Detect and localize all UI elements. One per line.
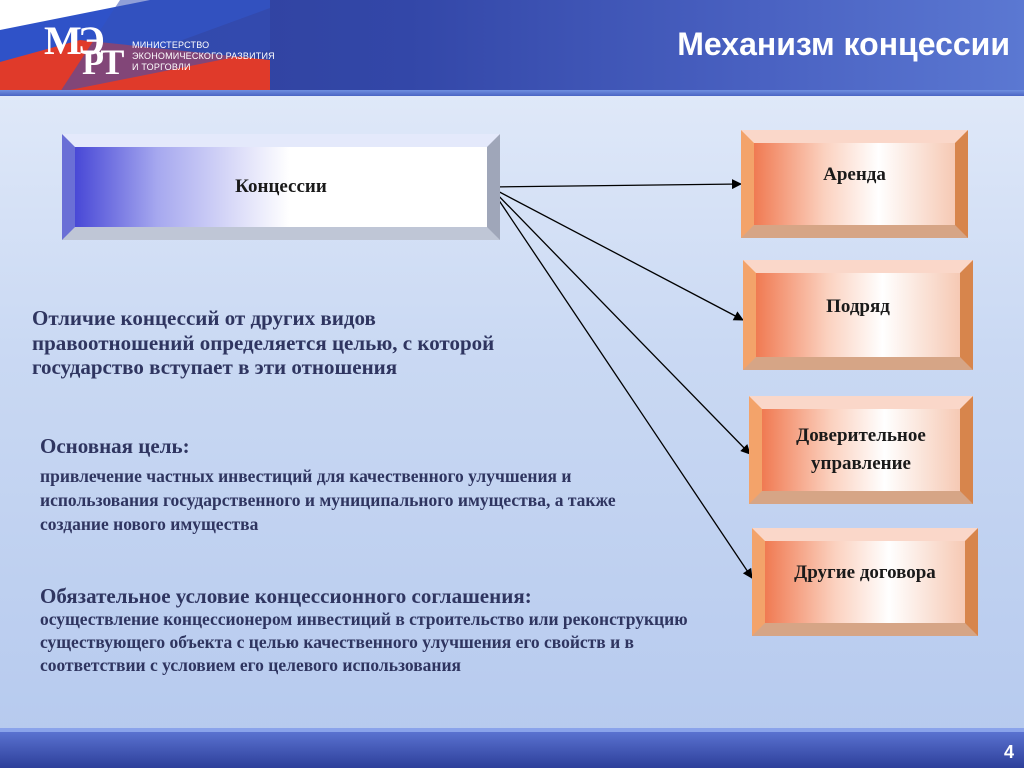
page-title: Механизм концессии bbox=[677, 26, 1010, 62]
svg-text:РТ: РТ bbox=[82, 42, 121, 76]
ministry-line-2: ЭКОНОМИЧЕСКОГО РАЗВИТИЯ bbox=[132, 51, 275, 61]
condition-text: осуществление концессионером инвестиций в строительство или реконструкцию существующего объекта с целью качественного улучшения его свойств и в соответствии с условием его целевого использования bbox=[40, 609, 688, 675]
footer-bar bbox=[0, 732, 1024, 768]
target-box-arenda bbox=[741, 130, 968, 238]
svg-text:МЭ: МЭ bbox=[44, 18, 101, 63]
goal-text: привлечение частных инвестиций для качественного улучшения и использования государственного и муниципального имущества, а также создание нового имущества bbox=[40, 466, 616, 534]
source-box-koncessii bbox=[62, 134, 500, 240]
source-box-label: Концессии bbox=[235, 176, 327, 197]
target-box-label: Другие договора bbox=[794, 562, 936, 583]
target-box-label: Подряд bbox=[826, 296, 890, 317]
arrow-to-podryad bbox=[490, 187, 743, 320]
page-number: 4 bbox=[1003, 742, 1014, 762]
target-box-doveritelnoe bbox=[749, 396, 973, 504]
target-box-label: Доверительное управление bbox=[796, 425, 926, 474]
ministry-line-3: И ТОРГОВЛИ bbox=[132, 62, 191, 72]
target-box-drugie bbox=[752, 528, 978, 636]
target-box-podryad bbox=[743, 260, 973, 370]
ministry-line-1: МИНИСТЕРСТВО bbox=[132, 40, 210, 50]
distinction-text: Отличие концессий от других видов правоотношений определяется целью, с которой государство вступает в эти отношения bbox=[32, 306, 495, 379]
goal-heading: Основная цель: bbox=[40, 434, 190, 458]
arrow-to-arenda bbox=[490, 184, 741, 187]
target-box-label: Аренда bbox=[823, 164, 886, 185]
condition-heading: Обязательное условие концессионного соглашения: bbox=[40, 584, 532, 608]
